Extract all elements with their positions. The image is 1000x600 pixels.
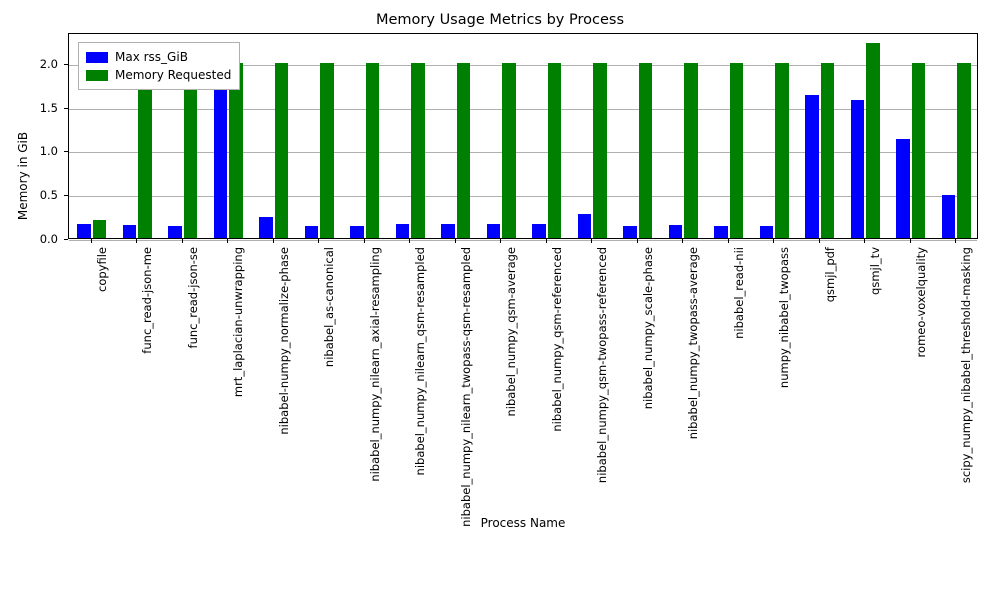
y-axis xyxy=(0,33,68,246)
bar xyxy=(320,63,334,238)
y-tick-label: 2.0 xyxy=(39,56,58,71)
x-tick-label: func_read-json-se xyxy=(185,247,200,349)
bar xyxy=(623,226,637,238)
chart-title: Memory Usage Metrics by Process xyxy=(375,12,624,28)
x-tick-mark xyxy=(182,239,183,243)
legend-label-max-rss: Max rss_GiB xyxy=(115,50,188,64)
x-tick-mark xyxy=(136,239,137,243)
x-tick-mark xyxy=(637,239,638,243)
bar xyxy=(760,226,774,238)
bar xyxy=(912,63,926,238)
x-tick-mark xyxy=(682,239,683,243)
x-tick-label: scipy_numpy_nibabel_threshold-masking xyxy=(959,247,974,484)
legend-swatch-memory-requested xyxy=(86,70,108,81)
bar xyxy=(457,63,471,238)
bar xyxy=(168,226,182,238)
x-tick-label: nibabel_read-nii xyxy=(731,247,746,339)
x-axis-label: Process Name xyxy=(480,516,566,530)
x-tick-mark xyxy=(500,239,501,243)
x-tick-label: nibabel_numpy_scale-phase xyxy=(640,247,655,410)
bar xyxy=(259,217,273,238)
x-tick-label: qsmjl_pdf xyxy=(822,247,837,303)
legend-swatch-max-rss xyxy=(86,52,108,63)
x-tick-mark xyxy=(955,239,956,243)
bar xyxy=(548,63,562,238)
bar xyxy=(866,43,880,238)
y-tick-label: 1.5 xyxy=(39,100,58,115)
bar xyxy=(532,224,546,238)
x-tick-mark xyxy=(227,239,228,243)
x-tick-label: romeo-voxelquality xyxy=(913,247,928,358)
legend-label-memory-requested: Memory Requested xyxy=(115,68,232,82)
legend-item xyxy=(86,66,231,84)
x-tick-label: nibabel-numpy_normalize-phase xyxy=(276,247,291,435)
bar xyxy=(441,224,455,238)
x-axis xyxy=(68,239,978,559)
bar xyxy=(275,63,289,238)
bar xyxy=(669,225,683,238)
x-tick-label: nibabel_numpy_qsm-referenced xyxy=(549,247,564,432)
x-tick-mark xyxy=(273,239,274,243)
x-tick-label: nibabel_numpy_qsm-average xyxy=(504,247,519,417)
bar xyxy=(775,63,789,238)
x-tick-label: nibabel_as-canonical xyxy=(322,247,337,368)
bar xyxy=(93,220,107,238)
x-tick-label: nibabel_numpy_qsm-twopass-referenced xyxy=(595,247,610,484)
x-tick-mark xyxy=(318,239,319,243)
x-tick-mark xyxy=(364,239,365,243)
x-tick-mark xyxy=(91,239,92,243)
bar xyxy=(77,224,91,238)
x-tick-label: numpy_nibabel_twopass xyxy=(777,247,792,389)
bar xyxy=(366,63,380,238)
y-tick-label: 1.0 xyxy=(39,144,58,159)
x-tick-label: mrt_laplacian-unwrapping xyxy=(231,247,246,398)
bar xyxy=(684,63,698,238)
x-tick-mark xyxy=(773,239,774,243)
bar xyxy=(578,214,592,238)
bar xyxy=(851,100,865,238)
x-tick-mark xyxy=(728,239,729,243)
bar xyxy=(957,63,971,238)
x-tick-mark xyxy=(546,239,547,243)
x-tick-mark xyxy=(864,239,865,243)
bar xyxy=(502,63,516,238)
y-tick-label: 0.0 xyxy=(39,232,58,246)
x-tick-label: qsmjl_tv xyxy=(868,247,883,295)
bar xyxy=(123,225,137,238)
x-tick-mark xyxy=(819,239,820,243)
bar xyxy=(305,226,319,238)
legend-item xyxy=(86,48,231,66)
x-tick-label: func_read-json-me xyxy=(140,247,155,354)
bar xyxy=(942,195,956,238)
bar xyxy=(805,95,819,238)
x-tick-mark xyxy=(409,239,410,243)
x-tick-mark xyxy=(910,239,911,243)
x-tick-label: nibabel_numpy_nilearn_axial-resampling xyxy=(367,247,382,482)
y-axis-label: Memory in GiB xyxy=(16,131,30,221)
x-tick-label: copyfile xyxy=(94,247,109,292)
bar xyxy=(487,224,501,238)
x-tick-label: nibabel_numpy_nilearn_twopass-qsm-resampled xyxy=(458,247,473,527)
y-tick-label: 0.5 xyxy=(39,188,58,203)
bar xyxy=(593,63,607,238)
x-tick-mark xyxy=(455,239,456,243)
bar xyxy=(411,63,425,238)
x-tick-mark xyxy=(591,239,592,243)
bar xyxy=(896,139,910,238)
bar xyxy=(714,226,728,238)
x-tick-label: nibabel_numpy_twopass-average xyxy=(686,247,701,440)
bar xyxy=(396,224,410,238)
bar xyxy=(639,63,653,238)
chart-legend xyxy=(78,42,240,90)
bar xyxy=(350,226,364,238)
x-tick-label: nibabel_numpy_nilearn_qsm-resampled xyxy=(413,247,428,476)
bar xyxy=(821,63,835,238)
bar xyxy=(730,63,744,238)
